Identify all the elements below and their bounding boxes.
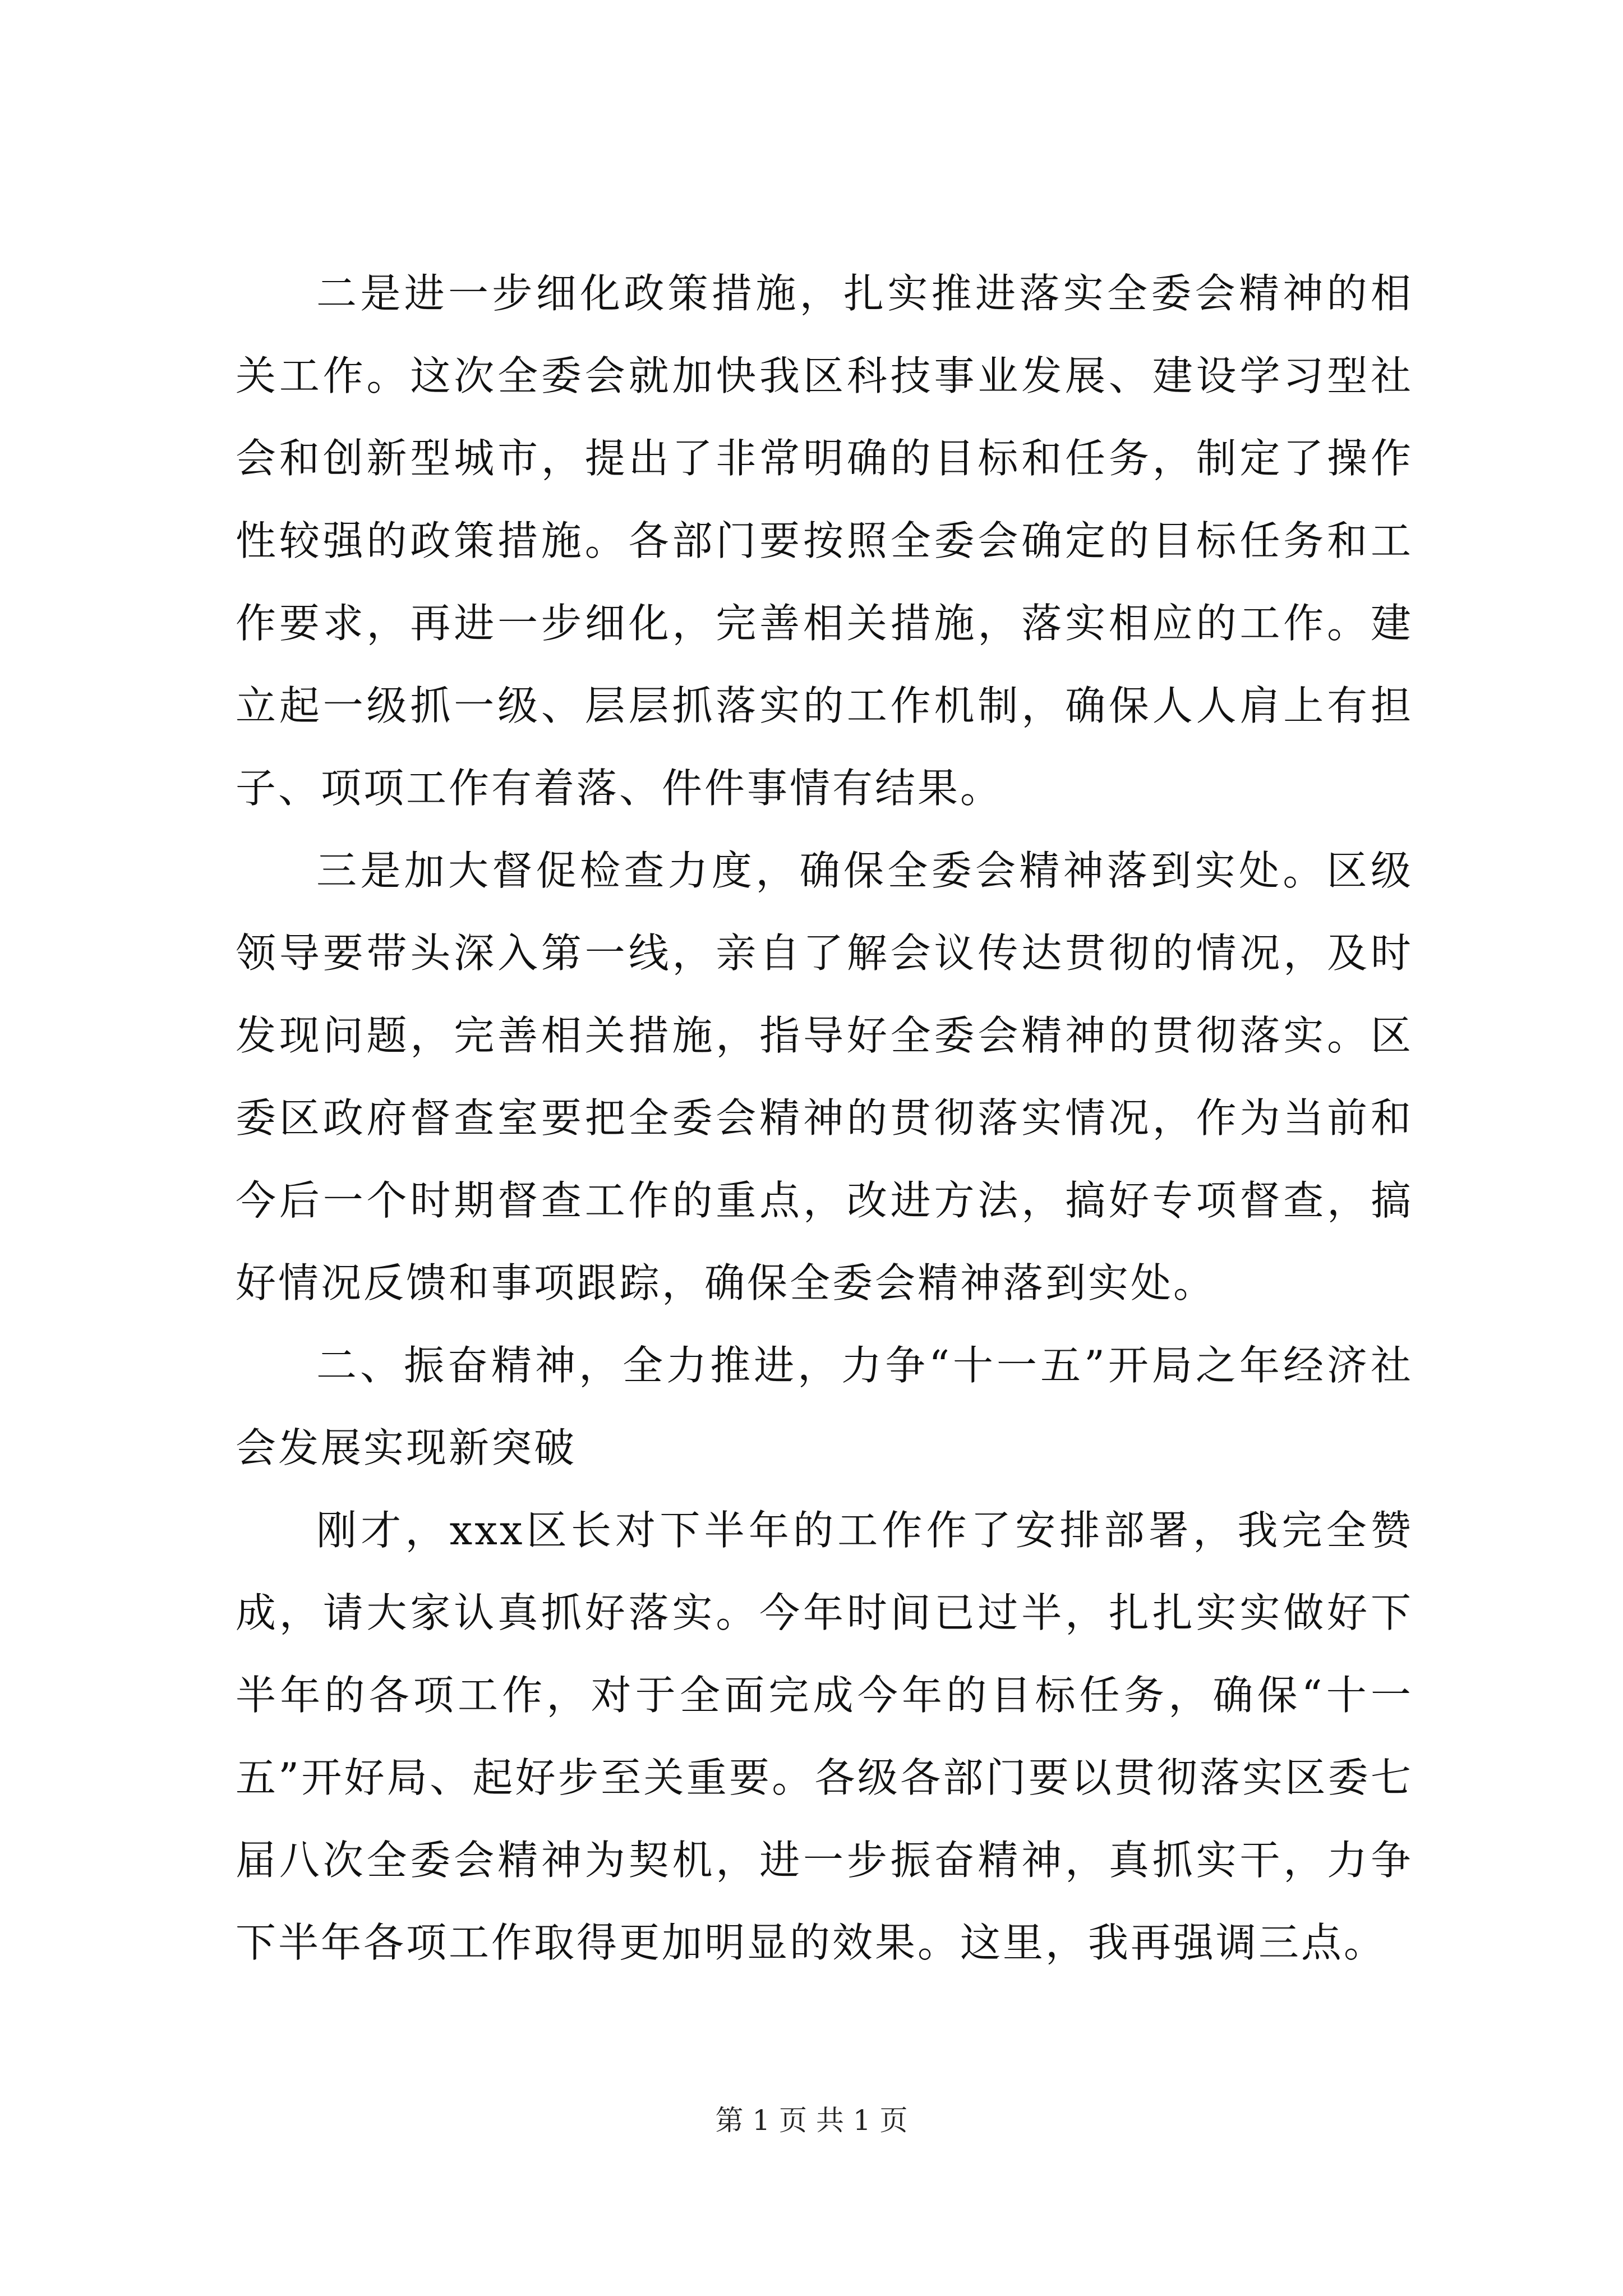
document-body [236, 252, 1413, 1984]
paragraph-supervision: 三是加大督促检查力度，确保全委会精神落到实处。区级领导要带头深入第一线，亲自了解会议传达贯彻的情况，及时发现问题，完善相关措施，指导好全委会精神的贯彻落实。区委区政府督查室要把全委会精神的贯彻落实情况，作为当前和今后一个时期督查工作的重点，改进方法，搞好专项督查，搞好情况反馈和事项跟踪，确保全委会精神落到实处。 [236, 847, 1413, 1306]
page-footer: 第 1 页 共 1 页 [715, 2104, 908, 2137]
section-heading-two: 二、振奋精神，全力推进，力争“十一五”开局之年经济社会发展实现新突破 [236, 1342, 1413, 1471]
paragraph-second-half-work: 刚才，xxx区长对下半年的工作作了安排部署，我完全赞成，请大家认真抓好落实。今年时间已过半，扎扎实实做好下半年的各项工作，对于全面完成今年的目标任务，确保“十一五”开好局、起好步至关重要。各级各部门要以贯彻落实区委七届八次全委会精神为契机，进一步振奋精神，真抓实干，力争下半年各项工作取得更加明显的效果。这里，我再强调三点。 [236, 1507, 1413, 1966]
paragraph-policy-measures: 二是进一步细化政策措施，扎实推进落实全委会精神的相关工作。这次全委会就加快我区科技事业发展、建设学习型社会和创新型城市，提出了非常明确的目标和任务，制定了操作性较强的政策措施。各部门要按照全委会确定的目标任务和工作要求，再进一步细化，完善相关措施，落实相应的工作。建立起一级抓一级、层层抓落实的工作机制，确保人人肩上有担子、项项工作有着落、件件事情有结果。 [236, 270, 1413, 812]
